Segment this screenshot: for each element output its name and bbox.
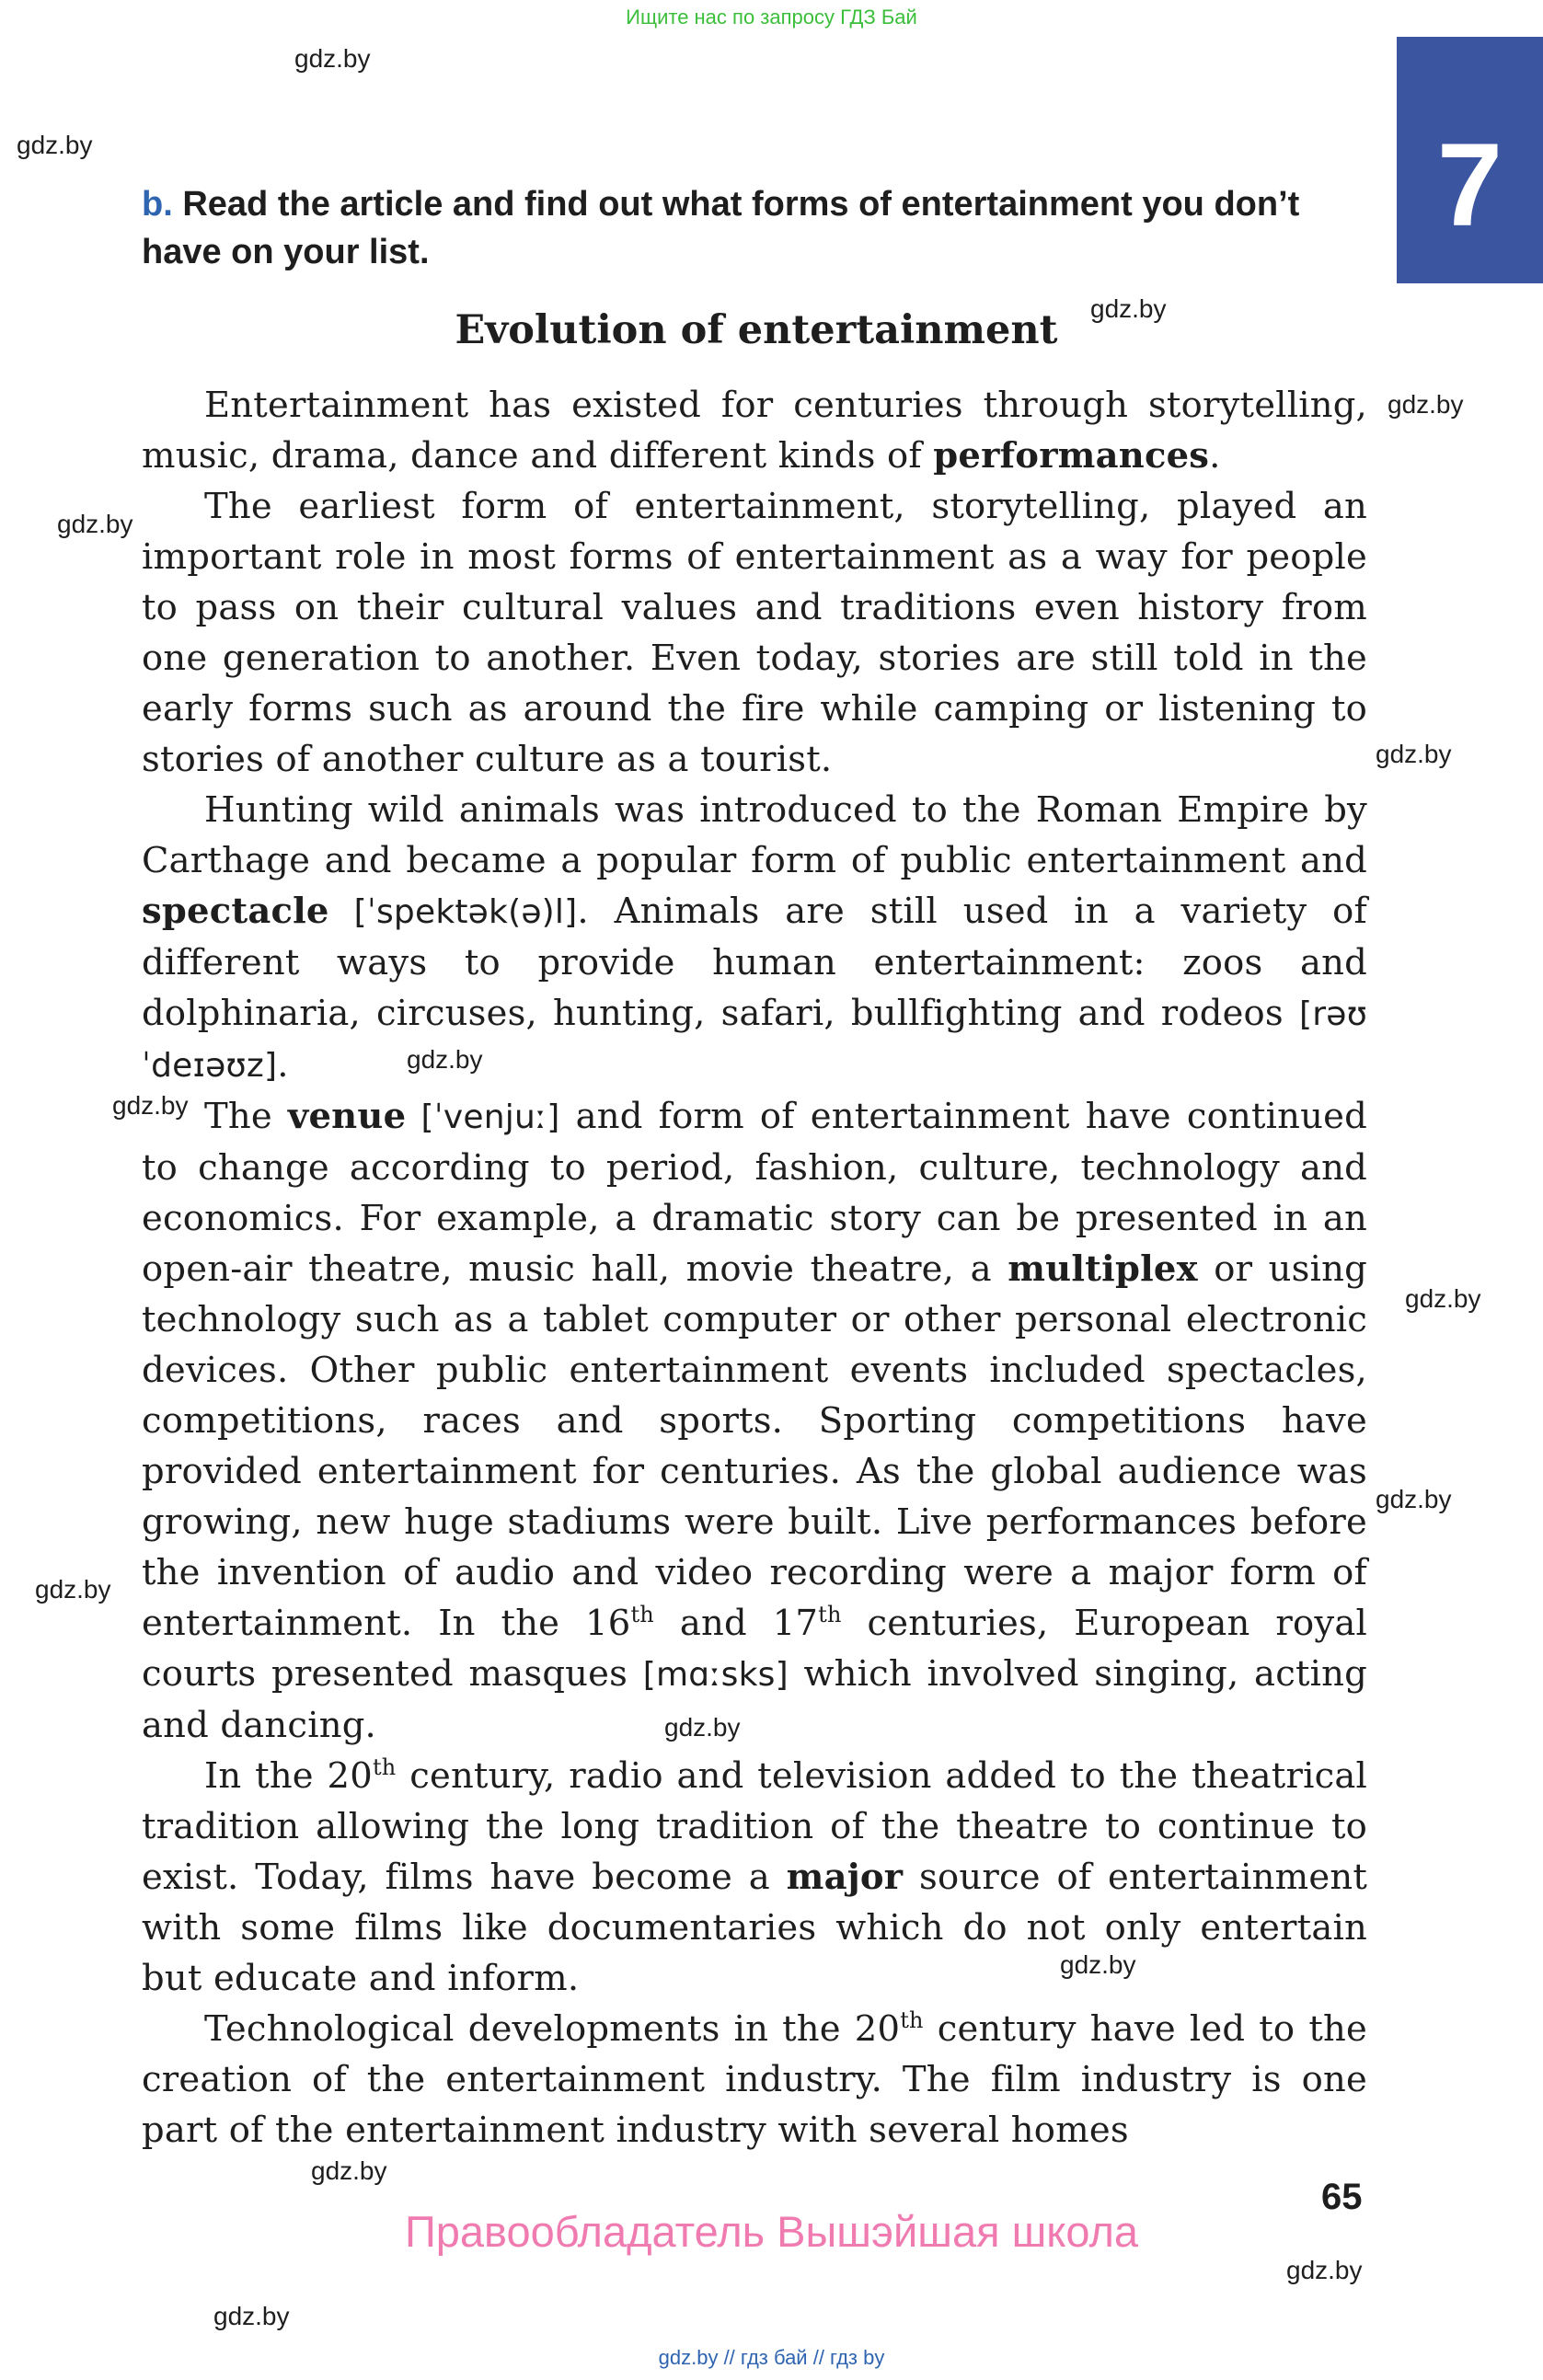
- text: source of entertainment with some films like documentaries which do not only entertain but educate and inform.: [142, 1857, 1367, 1999]
- text: and form of entertainment have continued to change according to period, fashion, culture, technology and economics. For example, a dramatic story can be presented in an open-air theatre, music hall, movie theatre, a: [142, 1096, 1367, 1290]
- unit-number: 7: [1436, 120, 1503, 251]
- text: .: [1209, 435, 1221, 477]
- key-term: multiplex: [1008, 1248, 1198, 1290]
- watermark: gdz.by: [1388, 390, 1464, 419]
- article-body: [142, 380, 1367, 2156]
- text: Hunting wild animals was introduced to the Roman Empire by Carthage and became a popular form of public entertainment and: [142, 789, 1367, 881]
- watermark: gdz.by: [1405, 1284, 1481, 1313]
- key-term: major: [786, 1857, 904, 1898]
- paragraph: [142, 380, 1367, 481]
- text: century have led to the creation of the entertainment industry. The film industry is one part of the entertainment industry with several homes: [142, 2008, 1367, 2151]
- superscript: th: [900, 2007, 924, 2034]
- watermark: gdz.by: [311, 2156, 387, 2185]
- text: and 17: [653, 1603, 819, 1644]
- text: Entertainment has existed for centuries through storytelling, music, drama, dance and different kinds of: [142, 385, 1367, 477]
- watermark: gdz.by: [17, 131, 93, 159]
- transcription: [rəʊˈdeɪəʊz]: [142, 995, 1367, 1085]
- watermark: gdz.by: [1090, 294, 1167, 323]
- watermark: gdz.by: [35, 1575, 111, 1604]
- key-term: venue: [287, 1096, 407, 1137]
- task-instruction: [142, 180, 1371, 276]
- watermark: gdz.by: [57, 510, 133, 538]
- superscript: th: [372, 1754, 397, 1781]
- transcription: [ˈvenjuː]: [406, 1098, 560, 1136]
- key-term: spectacle: [142, 891, 329, 932]
- watermark: gdz.by: [294, 44, 371, 73]
- watermark: gdz.by: [1376, 1485, 1452, 1513]
- superscript: th: [818, 1602, 842, 1628]
- watermark: gdz.by: [1286, 2256, 1363, 2284]
- watermark: gdz.by: [1376, 740, 1452, 768]
- footer-links[interactable]: gdz.by // гдз бай // гдз by: [658, 2346, 885, 2369]
- watermark: gdz.by: [213, 2302, 290, 2330]
- watermark: gdz.by: [407, 1045, 483, 1074]
- paragraph: The earliest form of entertainment, storytelling, played an important role in most forms of entertainment as a way for people to pass on their cultural values and traditions even history from one generation to another. Even today, stories are still told in the early forms such as around the fire while camping or listening to stories of another culture as a tourist.: [142, 486, 1367, 780]
- text: or using technology such as a tablet computer or other personal electronic devices. Other public entertainment events included spectacles, competitions, races and sports. Sporting competitions have provided entertainment for centuries. As the global audience was growing, new huge stadiums were built. Live performances before the invention of audio and video recording were a major form of entertainment. In the 16: [142, 1248, 1367, 1644]
- watermark: gdz.by: [112, 1091, 189, 1120]
- top-banner: Ищите нас по запросу ГДЗ Бай: [626, 6, 917, 29]
- key-term: performances: [933, 435, 1210, 477]
- transcription: [mɑːsks]: [642, 1656, 789, 1694]
- page-number: 65: [1321, 2177, 1363, 2217]
- text: . Animals are still used in a variety of different ways to provide human entertainment: zoos and dolphinaria, circuses, hunting, safari, bullfighting and rodeos: [142, 891, 1368, 1034]
- paragraph: [142, 1751, 1367, 2004]
- copyright-footer: Правообладатель Вышэйшая школа: [404, 2207, 1139, 2256]
- text: The: [204, 1096, 288, 1137]
- paragraph: [142, 785, 1367, 1091]
- watermark: gdz.by: [1060, 1950, 1136, 1979]
- paragraph: [142, 2004, 1367, 2156]
- watermark: gdz.by: [664, 1713, 741, 1742]
- paragraph: [142, 1091, 1367, 1751]
- text: In the 20: [204, 1755, 373, 1797]
- article-title: Evolution of entertainment: [455, 307, 1058, 353]
- superscript: th: [630, 1602, 654, 1628]
- transcription: [ˈspektək(ə)l]: [328, 893, 578, 931]
- text: century, radio and television added to the theatrical tradition allowing the long tradition of the theatre to continue to exist. Today, films have become a: [142, 1755, 1368, 1898]
- text: which involved singing, acting and dancing.: [142, 1653, 1367, 1746]
- text: centuries, European royal courts presented masques: [142, 1603, 1367, 1695]
- unit-tab: [1397, 37, 1543, 283]
- task-letter: b.: [142, 185, 173, 224]
- text: Technological developments in the 20: [204, 2008, 901, 2050]
- text: .: [277, 1044, 289, 1086]
- task-text: Read the article and find out what forms of entertainment you don’t have on your list.: [142, 185, 1300, 271]
